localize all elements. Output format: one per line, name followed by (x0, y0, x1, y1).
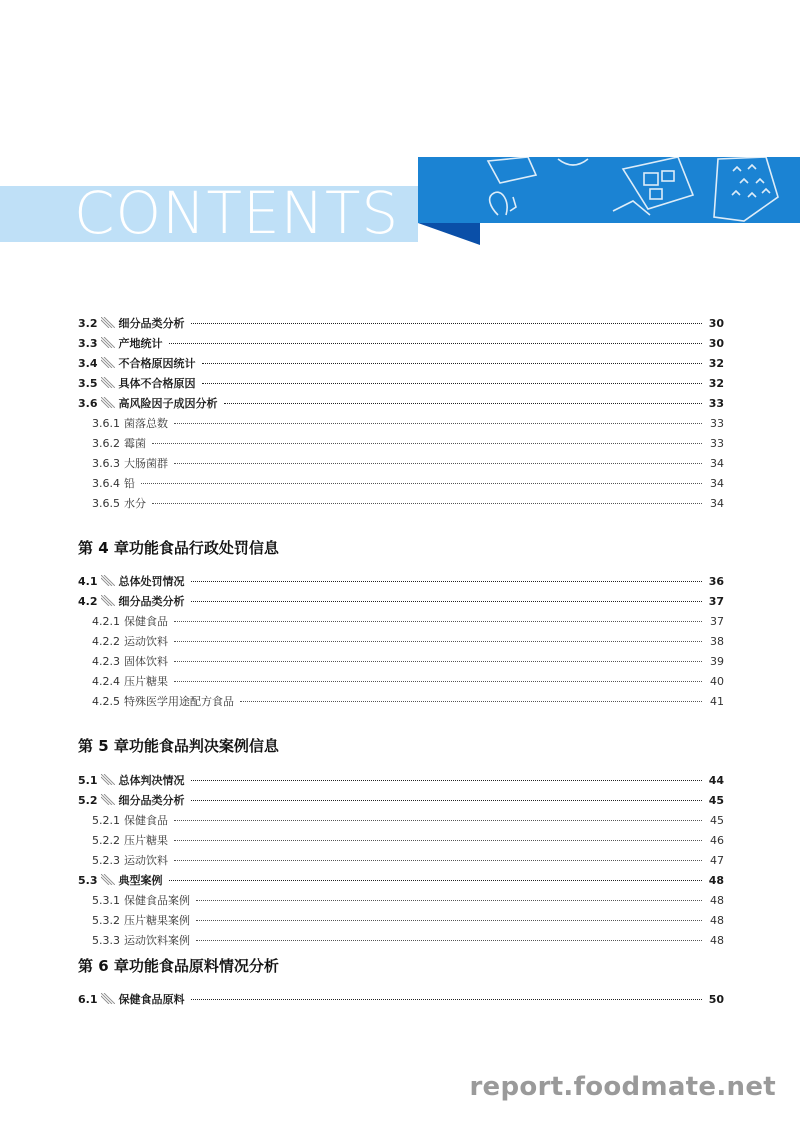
food-doodle-icon (418, 157, 800, 223)
hatch-separator-icon (101, 573, 115, 584)
toc-entry[interactable] (78, 592, 724, 612)
toc-entry-page: 47 (710, 854, 724, 867)
toc-entry[interactable] (78, 572, 724, 592)
toc-group-chapter-6 (78, 990, 724, 1010)
toc-entry-label: 不合格原因统计 (118, 357, 196, 370)
toc-entry-label: 细分品类分析 (118, 595, 185, 608)
toc-entry-number: 6.1 (78, 993, 98, 1006)
toc-entry-number: 4.2.4 (92, 675, 120, 688)
dot-leader (191, 580, 703, 582)
toc-entry[interactable] (78, 851, 724, 871)
hatch-separator-icon (101, 991, 115, 1002)
toc-entry-page: 30 (708, 337, 724, 350)
toc-entry-page: 48 (708, 874, 724, 887)
dot-leader (224, 402, 703, 404)
toc-entry-number: 5.3.1 (92, 894, 120, 907)
toc-entry-number: 5.2 (78, 794, 98, 807)
toc-entry-label: 高风险因子成因分析 (118, 397, 218, 410)
toc-entry[interactable] (78, 831, 724, 851)
toc-entry-label: 固体饮料 (124, 655, 168, 668)
banner-fold-shape (418, 223, 480, 245)
toc-entry-label: 细分品类分析 (118, 317, 185, 330)
toc-entry-page: 41 (710, 695, 724, 708)
toc-entry[interactable] (78, 911, 724, 931)
toc-entry-page: 37 (710, 615, 724, 628)
dot-leader (174, 422, 702, 424)
dot-leader (202, 382, 703, 384)
toc-group-chapter-5 (78, 771, 724, 951)
toc-entry[interactable] (78, 672, 724, 692)
dot-leader (174, 620, 702, 622)
toc-entry-number: 3.6 (78, 397, 98, 410)
dot-leader (174, 839, 702, 841)
dot-leader (191, 322, 703, 324)
toc-entry-page: 46 (710, 834, 724, 847)
toc-entry-number: 3.6.3 (92, 457, 120, 470)
toc-entry-number: 3.5 (78, 377, 98, 390)
toc-entry-label: 产地统计 (118, 337, 163, 350)
toc-group-chapter-4 (78, 572, 724, 712)
toc-entry[interactable] (78, 891, 724, 911)
toc-entry-label: 压片糖果 (124, 834, 168, 847)
toc-entry-page: 34 (710, 477, 724, 490)
toc-entry[interactable] (78, 931, 724, 951)
chapter-heading-4: 第 4 章功能食品行政处罚信息 (78, 539, 279, 557)
toc-entry-page: 30 (708, 317, 724, 330)
dot-leader (174, 819, 702, 821)
toc-entry-page: 48 (710, 914, 724, 927)
dot-leader (174, 859, 702, 861)
toc-entry[interactable] (78, 454, 724, 474)
dot-leader (191, 799, 703, 801)
toc-entry-number: 3.3 (78, 337, 98, 350)
dot-leader (152, 502, 702, 504)
toc-entry[interactable] (78, 354, 724, 374)
toc-entry-number: 3.6.5 (92, 497, 120, 510)
toc-entry-page: 33 (708, 397, 724, 410)
toc-entry-label: 特殊医学用途配方食品 (124, 695, 234, 708)
toc-entry[interactable] (78, 990, 724, 1010)
toc-entry[interactable] (78, 374, 724, 394)
toc-entry[interactable] (78, 494, 724, 514)
toc-entry-label: 大肠菌群 (124, 457, 168, 470)
toc-entry-page: 33 (710, 417, 724, 430)
toc-entry-page: 39 (710, 655, 724, 668)
toc-entry-page: 40 (710, 675, 724, 688)
toc-entry-label: 具体不合格原因 (118, 377, 196, 390)
toc-entry[interactable] (78, 652, 724, 672)
hatch-separator-icon (101, 593, 115, 604)
toc-entry-number: 5.3.2 (92, 914, 120, 927)
toc-entry-label: 保健食品 (124, 615, 168, 628)
toc-entry-label: 运动饮料 (124, 635, 168, 648)
toc-entry-label: 总体处罚情况 (118, 575, 185, 588)
dot-leader (174, 462, 702, 464)
toc-entry-label: 运动饮料案例 (124, 934, 190, 947)
toc-entry-page: 44 (708, 774, 724, 787)
toc-entry-page: 36 (708, 575, 724, 588)
toc-entry-number: 3.4 (78, 357, 98, 370)
toc-entry[interactable] (78, 791, 724, 811)
hatch-separator-icon (101, 315, 115, 326)
toc-entry-page: 32 (708, 357, 724, 370)
toc-entry-number: 5.2.3 (92, 854, 120, 867)
toc-entry-number: 3.6.1 (92, 417, 120, 430)
dot-leader (202, 362, 703, 364)
toc-entry[interactable] (78, 632, 724, 652)
toc-entry[interactable] (78, 692, 724, 712)
toc-entry-page: 45 (708, 794, 724, 807)
toc-entry[interactable] (78, 414, 724, 434)
dot-leader (174, 680, 702, 682)
chapter-heading-6: 第 6 章功能食品原料情况分析 (78, 957, 279, 975)
dot-leader (191, 779, 703, 781)
toc-entry-label: 霉菌 (124, 437, 146, 450)
toc-entry-number: 5.2.2 (92, 834, 120, 847)
dot-leader (240, 700, 702, 702)
hatch-separator-icon (101, 375, 115, 386)
dot-leader (196, 919, 702, 921)
toc-entry-number: 5.3 (78, 874, 98, 887)
toc-entry-number: 5.3.3 (92, 934, 120, 947)
toc-entry-label: 压片糖果案例 (124, 914, 190, 927)
contents-banner-illustration (418, 157, 800, 223)
toc-entry[interactable] (78, 811, 724, 831)
toc-entry-page: 48 (710, 934, 724, 947)
dot-leader (191, 998, 703, 1000)
toc-entry-number: 5.1 (78, 774, 98, 787)
toc-entry-number: 3.6.2 (92, 437, 120, 450)
toc-entry-number: 4.2.1 (92, 615, 120, 628)
dot-leader (169, 342, 703, 344)
toc-entry-label: 菌落总数 (124, 417, 168, 430)
dot-leader (152, 442, 702, 444)
toc-entry-label: 保健食品 (124, 814, 168, 827)
dot-leader (191, 600, 703, 602)
toc-entry-page: 33 (710, 437, 724, 450)
dot-leader (141, 482, 702, 484)
toc-entry[interactable] (78, 334, 724, 354)
dot-leader (169, 879, 703, 881)
toc-entry-label: 总体判决情况 (118, 774, 185, 787)
hatch-separator-icon (101, 772, 115, 783)
toc-group-chapter-3 (78, 314, 724, 514)
toc-entry-number: 3.2 (78, 317, 98, 330)
toc-entry[interactable] (78, 394, 724, 414)
toc-entry-page: 34 (710, 497, 724, 510)
footer-website: report.foodmate.net (469, 1072, 776, 1102)
dot-leader (174, 660, 702, 662)
toc-entry[interactable] (78, 314, 724, 334)
toc-entry-number: 4.1 (78, 575, 98, 588)
toc-entry-label: 保健食品案例 (124, 894, 190, 907)
toc-entry[interactable] (78, 434, 724, 454)
hatch-separator-icon (101, 872, 115, 883)
hatch-separator-icon (101, 792, 115, 803)
toc-entry[interactable] (78, 612, 724, 632)
toc-entry-number: 4.2 (78, 595, 98, 608)
toc-entry-label: 保健食品原料 (118, 993, 185, 1006)
toc-entry[interactable] (78, 871, 724, 891)
dot-leader (196, 939, 702, 941)
toc-entry-label: 细分品类分析 (118, 794, 185, 807)
toc-entry-number: 4.2.5 (92, 695, 120, 708)
toc-entry-number: 3.6.4 (92, 477, 120, 490)
hatch-separator-icon (101, 355, 115, 366)
toc-entry[interactable] (78, 474, 724, 494)
toc-entry-number: 4.2.2 (92, 635, 120, 648)
toc-entry[interactable] (78, 771, 724, 791)
hatch-separator-icon (101, 395, 115, 406)
toc-entry-label: 运动饮料 (124, 854, 168, 867)
contents-title: CONTENTS (74, 179, 400, 247)
toc-entry-page: 32 (708, 377, 724, 390)
toc-entry-label: 典型案例 (118, 874, 163, 887)
dot-leader (196, 899, 702, 901)
toc-entry-page: 34 (710, 457, 724, 470)
chapter-heading-5: 第 5 章功能食品判决案例信息 (78, 737, 279, 755)
hatch-separator-icon (101, 335, 115, 346)
toc-entry-label: 水分 (124, 497, 146, 510)
toc-entry-label: 铅 (124, 477, 135, 490)
dot-leader (174, 640, 702, 642)
toc-entry-label: 压片糖果 (124, 675, 168, 688)
toc-entry-page: 48 (710, 894, 724, 907)
toc-entry-page: 50 (708, 993, 724, 1006)
toc-entry-number: 5.2.1 (92, 814, 120, 827)
toc-entry-page: 38 (710, 635, 724, 648)
toc-entry-page: 37 (708, 595, 724, 608)
toc-entry-page: 45 (710, 814, 724, 827)
toc-entry-number: 4.2.3 (92, 655, 120, 668)
